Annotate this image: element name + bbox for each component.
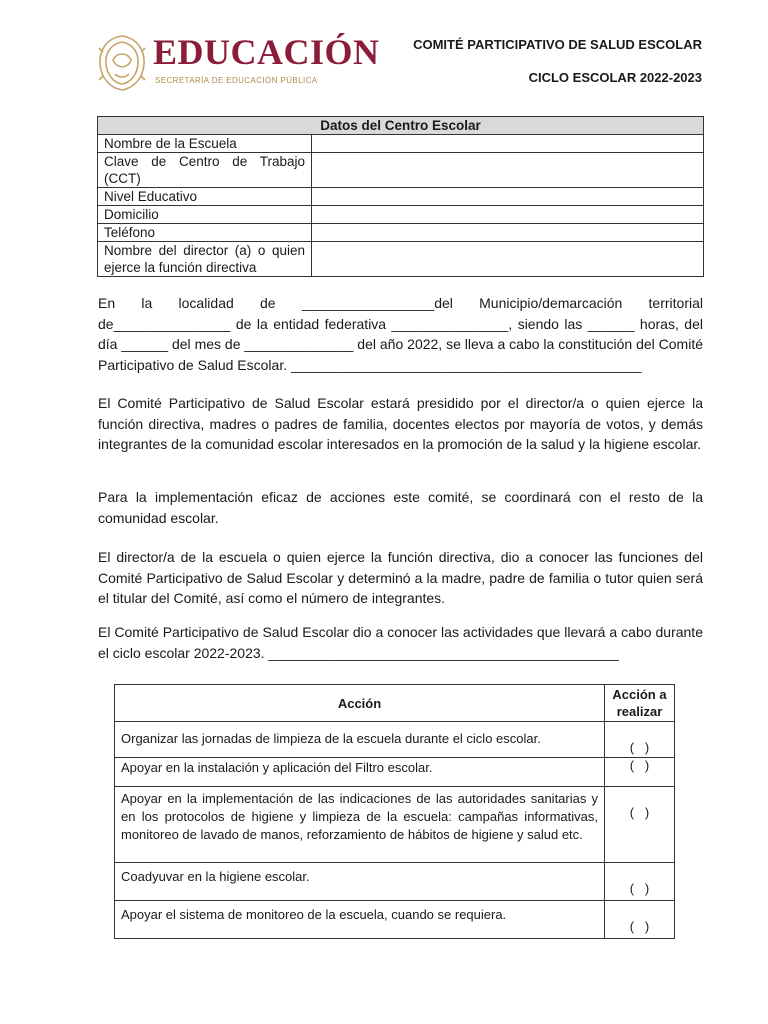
table-row	[98, 224, 704, 242]
table-row	[115, 863, 675, 901]
table-row	[98, 135, 704, 153]
row-label: Domicilio	[98, 206, 312, 224]
director-field[interactable]	[312, 242, 704, 277]
action-checkbox[interactable]: ( )	[605, 787, 675, 863]
row-label: Nivel Educativo	[98, 188, 312, 206]
school-cycle: CICLO ESCOLAR 2022-2023	[528, 70, 702, 85]
paragraph-coordination: Para la implementación eficaz de acciones este comité, se coordinará con el resto de la comunidad escolar.	[98, 489, 703, 526]
cct-field[interactable]	[312, 153, 704, 188]
action-text: Organizar las jornadas de limpieza de la escuela durante el ciclo escolar.	[115, 722, 605, 758]
national-seal-icon	[95, 30, 150, 94]
action-checkbox[interactable]: ( )	[605, 901, 675, 939]
table-row	[98, 153, 704, 188]
table-row	[98, 242, 704, 277]
action-checkbox[interactable]: ( )	[605, 758, 675, 787]
logo-title: EDUCACIÓN	[153, 32, 380, 72]
action-text: Apoyar en la implementación de las indicaciones de las autoridades sanitarias y en los protocolos de higiene y limpieza de la escuela: campañas informativas, monitoreo de lavado de manos, reforzamiento de hábitos de higiene y salud etc.	[115, 787, 605, 863]
level-field[interactable]	[312, 188, 704, 206]
action-checkbox[interactable]: ( )	[605, 863, 675, 901]
action-text: Apoyar en la instalación y aplicación del Filtro escolar.	[115, 758, 605, 787]
column-header-realizar: Acción a realizar	[605, 685, 675, 722]
table-row	[115, 901, 675, 939]
row-label: Teléfono	[98, 224, 312, 242]
action-text: Apoyar el sistema de monitoreo de la escuela, cuando se requiera.	[115, 901, 605, 939]
school-data-table	[97, 116, 704, 277]
paragraph-activities: El Comité Participativo de Salud Escolar dio a conocer las actividades que llevará a cabo durante el ciclo escolar 2022-2023. _____________________________________________	[98, 624, 703, 661]
row-label: Nombre de la Escuela	[98, 135, 312, 153]
address-field[interactable]	[312, 206, 704, 224]
document-title: COMITÉ PARTICIPATIVO DE SALUD ESCOLAR	[413, 37, 702, 52]
table-row	[98, 188, 704, 206]
paragraph-presidency: El Comité Participativo de Salud Escolar estará presidido por el director/a o quien ejerce la función directiva, madres o padres de familia, docentes electos por mayoría de votos, y demás integrantes de la comunidad escolar interesados en la promoción de la salud y la higiene escolar.	[98, 395, 703, 452]
phone-field[interactable]	[312, 224, 704, 242]
row-label: Clave de Centro de Trabajo (CCT)	[98, 153, 312, 188]
action-text: Coadyuvar en la higiene escolar.	[115, 863, 605, 901]
paragraph-constitution: En la localidad de _________________del Municipio/demarcación territorial de_______________ de la entidad federativa _______________, siendo las ______ horas, del día ______ del mes de ______________ del año 2022, se lleva a cabo la constitución del Comité Participativo de Salud Escolar. _____________________________________________	[98, 295, 703, 373]
table-row	[115, 758, 675, 787]
school-name-field[interactable]	[312, 135, 704, 153]
row-label: Nombre del director (a) o quien ejerce la función directiva	[98, 242, 312, 277]
actions-table	[114, 684, 675, 939]
paragraph-director: El director/a de la escuela o quien ejerce la función directiva, dio a conocer las funciones del Comité Participativo de Salud Escolar y determinó a la madre, padre de familia o tutor quien será el titular del Comité, así como el número de integrantes.	[98, 549, 703, 606]
action-checkbox[interactable]: ( )	[605, 722, 675, 758]
school-table-title: Datos del Centro Escolar	[98, 117, 704, 135]
table-row	[115, 722, 675, 758]
column-header-action: Acción	[115, 685, 605, 722]
table-row	[115, 787, 675, 863]
logo-subtitle: SECRETARÍA DE EDUCACIÓN PÚBLICA	[155, 76, 318, 85]
table-row	[98, 206, 704, 224]
logo	[95, 28, 380, 98]
